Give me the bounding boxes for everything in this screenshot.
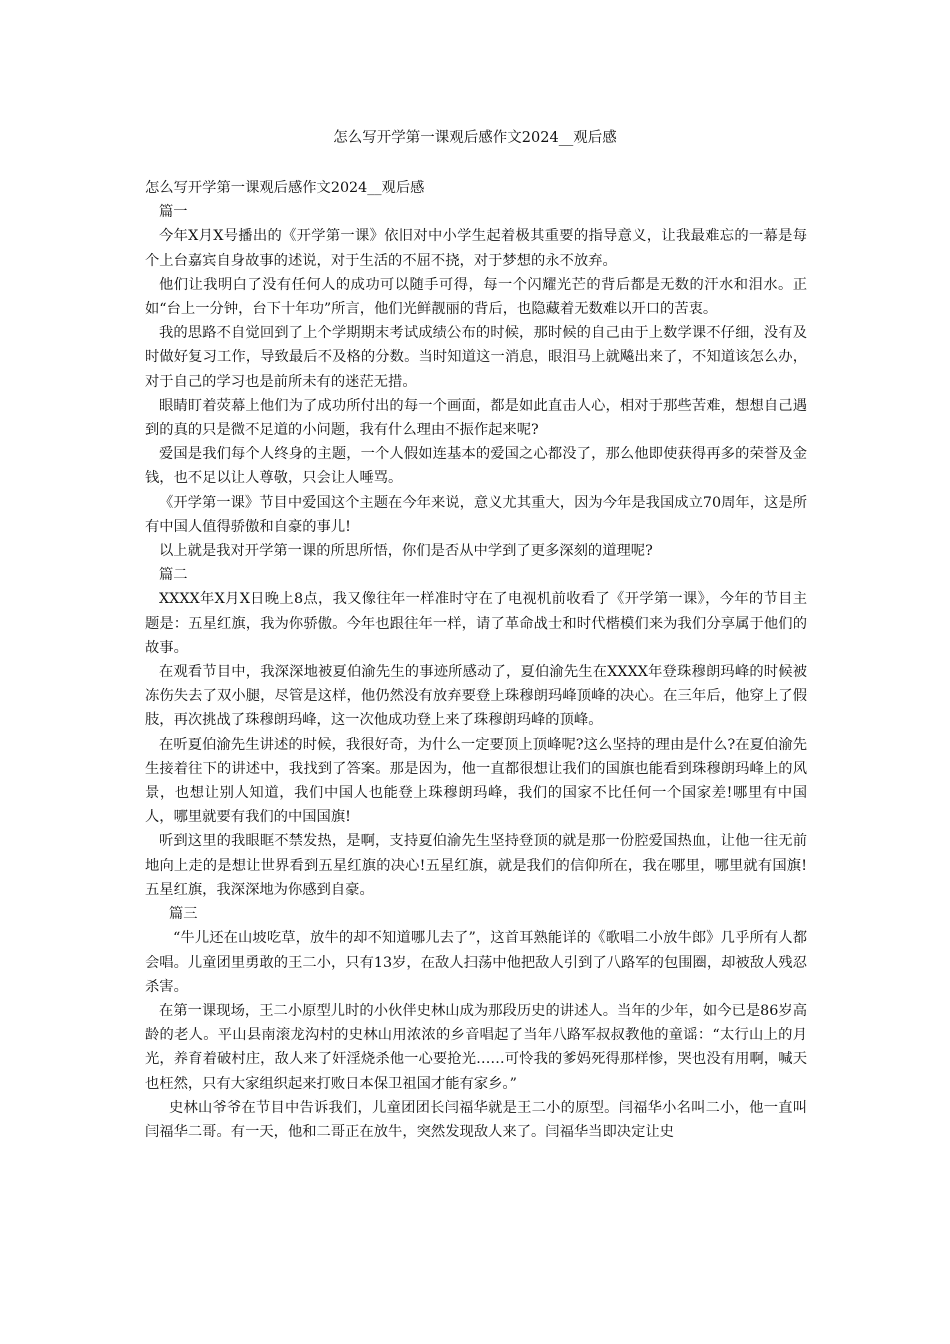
page-title: 怎么写开学第一课观后感作文2024__观后感 (333, 130, 617, 146)
paragraph: 我的思路不自觉回到了上个学期期末考试成绩公布的时候，那时候的自己由于上数学课不仔细，没有及时做好复习工作，导致最后不及格的分数。当时知道这一消息，眼泪马上就飚出来了，不知道该怎么办，对于自己的学习也是前所未有的迷茫无措。 (145, 325, 807, 390)
section-heading: 篇三 (169, 906, 198, 923)
paragraph: 爱国是我们每个人终身的主题，一个人假如连基本的爱国之心都没了，那么他即使获得再多的荣誉及金钱，也不足以让人尊敬，只会让人唾骂。 (145, 446, 807, 487)
paragraph: “牛儿还在山坡吃草，放牛的却不知道哪儿去了”，这首耳熟能详的《歌唱二小放牛郎》几乎所有人都会唱。儿童团里勇敢的王二小，只有13岁，在敌人扫荡中他把敌人引到了八路军的包围圈，却被敌人残忍杀害。 (145, 930, 807, 995)
paragraph: 在观看节目中，我深深地被夏伯渝先生的事迹所感动了，夏伯渝先生在XXXX年登珠穆朗玛峰的时候被冻伤失去了双小腿，尽管是这样，他仍然没有放弃要登上珠穆朗玛峰顶峰的决心。在三年后，他穿上了假肢，再次挑战了珠穆朗玛峰，这一次他成功登上来了珠穆朗玛峰的顶峰。 (145, 664, 807, 729)
section-heading: 篇一 (159, 204, 188, 221)
paragraph: 眼睛盯着荧幕上他们为了成功所付出的每一个画面，都是如此直击人心，相对于那些苦难，想想自己遇到的真的只是微不足道的小问题，我有什么理由不振作起来呢? (145, 397, 807, 439)
paragraph: 以上就是我对开学第一课的所思所悟，你们是否从中学到了更多深刻的道理呢? (159, 543, 653, 560)
paragraph: 听到这里的我眼眶不禁发热，是啊，支持夏伯渝先生坚持登顶的就是那一份腔爱国热血，让他一往无前地向上走的是想让世界看到五星红旗的决心!五星红旗，就是我们的信仰所在，我在哪里，哪里就有国旗!五星红旗，我深深地为你感到自豪。 (145, 833, 807, 898)
paragraph: 史林山爷爷在节目中告诉我们，儿童团团长闫福华就是王二小的原型。闫福华小名叫二小，他一直叫闫福华二哥。有一天，他和二哥正在放牛，突然发现敌人来了。闫福华当即决定让史 (145, 1099, 807, 1140)
section-heading: 篇二 (159, 567, 188, 584)
document-heading: 怎么写开学第一课观后感作文2024__观后感 (145, 180, 425, 196)
paragraph: 在第一课现场，王二小原型儿时的小伙伴史林山成为那段历史的讲述人。当年的少年，如今已是86岁高龄的老人。平山县南滚龙沟村的史林山用浓浓的乡音唱起了当年八路军叔叔教他的童谣：“太行山上的月光，养育着破村庄，敌人来了奸淫烧杀他一心要抢光……可怜我的爹妈死得那样惨，哭也没有用啊，喊天也枉然，只有大家组织起来打败日本保卫祖国才能有家乡。” (145, 1002, 807, 1092)
paragraph-list (145, 200, 807, 1144)
paragraph: 他们让我明白了没有任何人的成功可以随手可得，每一个闪耀光芒的背后都是无数的汗水和泪水。正如“台上一分钟，台下十年功”所言，他们光鲜靓丽的背后，也隐藏着无数难以开口的苦衷。 (145, 276, 807, 318)
paragraph: 《开学第一课》节目中爱国这个主题在今年来说，意义尤其重大，因为今年是我国成立70周年，这是所有中国人值得骄傲和自豪的事儿! (145, 494, 807, 535)
paragraph: 今年X月X号播出的《开学第一课》依旧对中小学生起着极其重要的指导意义，让我最难忘的一幕是每个上台嘉宾自身故事的述说，对于生活的不屈不挠，对于梦想的永不放弃。 (145, 228, 807, 269)
paragraph: 在听夏伯渝先生讲述的时候，我很好奇，为什么一定要顶上顶峰呢?这么坚持的理由是什么?在夏伯渝先生接着往下的讲述中，我找到了答案。那是因为，他一直都很想让我们的国旗也能看到珠穆朗玛峰上的风景，也想让别人知道，我们中国人也能登上珠穆朗玛峰，我们的国家不比任何一个国家差!哪里有中国人，哪里就要有我们的中国国旗! (145, 736, 807, 826)
paragraph: XXXX年X月X日晚上8点，我又像往年一样准时守在了电视机前收看了《开学第一课》，今年的节目主题是：五星红旗，我为你骄傲。今年也跟往年一样，请了革命战士和时代楷模们来为我们分享属于他们的故事。 (145, 591, 807, 656)
document-body (145, 176, 807, 1144)
